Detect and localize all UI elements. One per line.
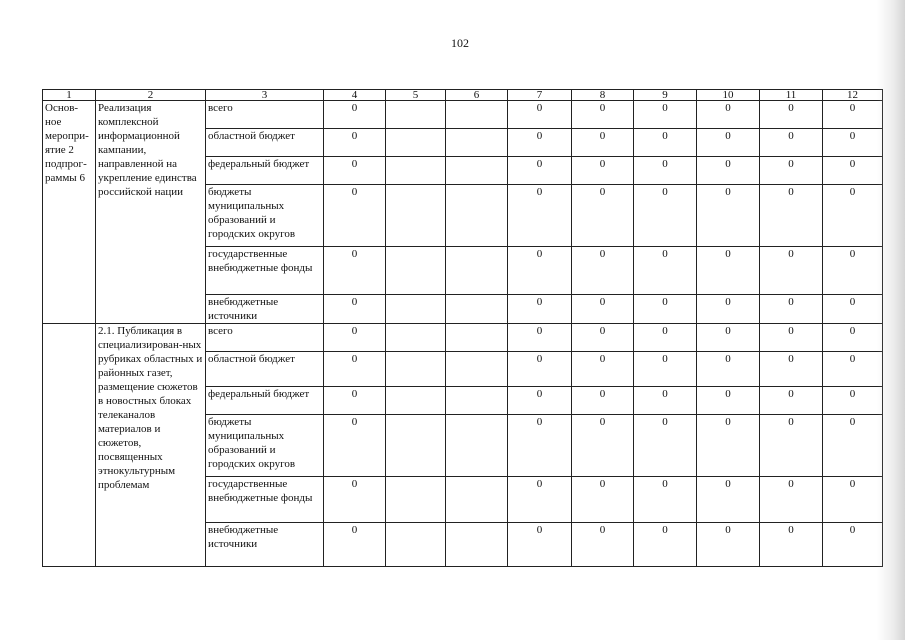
value-cell-c8: 0 [572, 523, 634, 567]
value-cell-c10: 0 [697, 387, 760, 415]
value-cell-c4: 0 [324, 157, 386, 185]
value-cell-c8: 0 [572, 295, 634, 324]
value-cell-c8: 0 [572, 324, 634, 352]
value-cell-c12: 0 [823, 387, 883, 415]
value-cell-c9: 0 [634, 387, 697, 415]
scan-edge-shadow [877, 0, 905, 640]
value-cell-c5 [386, 101, 446, 129]
value-cell-c12: 0 [823, 295, 883, 324]
value-cell-c7: 0 [508, 523, 572, 567]
funding-source-cell: бюджеты муниципальных образований и городских округов [206, 415, 324, 477]
value-cell-c6 [446, 415, 508, 477]
value-cell-c11: 0 [760, 247, 823, 295]
value-cell-c4: 0 [324, 129, 386, 157]
value-cell-c4: 0 [324, 477, 386, 523]
header-cell: 2 [96, 90, 206, 101]
value-cell-c11: 0 [760, 352, 823, 387]
value-cell-c10: 0 [697, 415, 760, 477]
table-body [43, 90, 883, 567]
value-cell-c12: 0 [823, 352, 883, 387]
value-cell-c9: 0 [634, 352, 697, 387]
value-cell-c5 [386, 477, 446, 523]
funding-source-cell: областной бюджет [206, 352, 324, 387]
value-cell-c10: 0 [697, 157, 760, 185]
value-cell-c7: 0 [508, 477, 572, 523]
value-cell-c10: 0 [697, 101, 760, 129]
value-cell-c6 [446, 523, 508, 567]
value-cell-c6 [446, 295, 508, 324]
funding-source-cell: всего [206, 324, 324, 352]
value-cell-c4: 0 [324, 185, 386, 247]
funding-source-cell: федеральный бюджет [206, 157, 324, 185]
funding-source-cell: внебюджетные источники [206, 523, 324, 567]
budget-table [42, 89, 883, 567]
value-cell-c11: 0 [760, 295, 823, 324]
header-cell: 11 [760, 90, 823, 101]
value-cell-c11: 0 [760, 387, 823, 415]
value-cell-c5 [386, 387, 446, 415]
value-cell-c9: 0 [634, 129, 697, 157]
value-cell-c10: 0 [697, 185, 760, 247]
header-row [43, 90, 883, 101]
value-cell-c5 [386, 295, 446, 324]
value-cell-c12: 0 [823, 129, 883, 157]
value-cell-c10: 0 [697, 352, 760, 387]
measure-name-cell: Реализация комплексной информационной кампании, направленной на укрепление единства российской нации [96, 101, 206, 324]
header-cell: 9 [634, 90, 697, 101]
value-cell-c12: 0 [823, 523, 883, 567]
value-cell-c10: 0 [697, 295, 760, 324]
value-cell-c11: 0 [760, 324, 823, 352]
value-cell-c6 [446, 352, 508, 387]
value-cell-c5 [386, 415, 446, 477]
program-code-cell: Основ-ное меропри-ятие 2 подпрог-раммы 6 [43, 101, 96, 324]
value-cell-c8: 0 [572, 101, 634, 129]
table-row [43, 101, 883, 129]
value-cell-c7: 0 [508, 352, 572, 387]
value-cell-c10: 0 [697, 129, 760, 157]
value-cell-c9: 0 [634, 477, 697, 523]
value-cell-c11: 0 [760, 157, 823, 185]
page-number: 102 [451, 36, 469, 50]
funding-source-cell: государственные внебюджетные фонды [206, 247, 324, 295]
funding-source-cell: федеральный бюджет [206, 387, 324, 415]
value-cell-c10: 0 [697, 324, 760, 352]
header-cell: 3 [206, 90, 324, 101]
header-cell: 10 [697, 90, 760, 101]
value-cell-c11: 0 [760, 477, 823, 523]
funding-source-cell: государственные внебюджетные фонды [206, 477, 324, 523]
header-cell: 8 [572, 90, 634, 101]
value-cell-c5 [386, 185, 446, 247]
value-cell-c12: 0 [823, 324, 883, 352]
value-cell-c8: 0 [572, 387, 634, 415]
value-cell-c6 [446, 185, 508, 247]
funding-source-cell: внебюджетные источники [206, 295, 324, 324]
value-cell-c9: 0 [634, 157, 697, 185]
header-cell: 6 [446, 90, 508, 101]
value-cell-c9: 0 [634, 101, 697, 129]
value-cell-c9: 0 [634, 247, 697, 295]
value-cell-c7: 0 [508, 101, 572, 129]
value-cell-c6 [446, 247, 508, 295]
header-cell: 12 [823, 90, 883, 101]
table-row [43, 324, 883, 352]
value-cell-c9: 0 [634, 295, 697, 324]
value-cell-c4: 0 [324, 415, 386, 477]
value-cell-c8: 0 [572, 157, 634, 185]
value-cell-c11: 0 [760, 101, 823, 129]
value-cell-c5 [386, 523, 446, 567]
value-cell-c11: 0 [760, 185, 823, 247]
value-cell-c5 [386, 352, 446, 387]
value-cell-c5 [386, 157, 446, 185]
value-cell-c12: 0 [823, 185, 883, 247]
value-cell-c11: 0 [760, 523, 823, 567]
program-code-cell [43, 324, 96, 567]
value-cell-c7: 0 [508, 415, 572, 477]
value-cell-c8: 0 [572, 129, 634, 157]
funding-source-cell: областной бюджет [206, 129, 324, 157]
value-cell-c7: 0 [508, 185, 572, 247]
funding-source-cell: бюджеты муниципальных образований и городских округов [206, 185, 324, 247]
value-cell-c7: 0 [508, 129, 572, 157]
value-cell-c4: 0 [324, 295, 386, 324]
value-cell-c8: 0 [572, 477, 634, 523]
value-cell-c4: 0 [324, 523, 386, 567]
value-cell-c11: 0 [760, 129, 823, 157]
value-cell-c5 [386, 324, 446, 352]
value-cell-c9: 0 [634, 185, 697, 247]
value-cell-c9: 0 [634, 415, 697, 477]
value-cell-c6 [446, 101, 508, 129]
value-cell-c11: 0 [760, 415, 823, 477]
value-cell-c5 [386, 129, 446, 157]
value-cell-c8: 0 [572, 185, 634, 247]
value-cell-c7: 0 [508, 295, 572, 324]
value-cell-c7: 0 [508, 247, 572, 295]
value-cell-c7: 0 [508, 387, 572, 415]
value-cell-c6 [446, 157, 508, 185]
value-cell-c6 [446, 387, 508, 415]
header-cell: 7 [508, 90, 572, 101]
header-cell: 5 [386, 90, 446, 101]
value-cell-c7: 0 [508, 157, 572, 185]
value-cell-c9: 0 [634, 523, 697, 567]
value-cell-c12: 0 [823, 247, 883, 295]
value-cell-c7: 0 [508, 324, 572, 352]
value-cell-c6 [446, 324, 508, 352]
value-cell-c12: 0 [823, 415, 883, 477]
funding-source-cell: всего [206, 101, 324, 129]
value-cell-c4: 0 [324, 352, 386, 387]
value-cell-c8: 0 [572, 352, 634, 387]
header-cell: 4 [324, 90, 386, 101]
measure-name-cell: 2.1. Публикация в специализирован-ных рубриках областных и районных газет, размещение сюжетов в новостных блоках телеканалов материалов и сюжетов, посвященных этнокультурным проблемам [96, 324, 206, 567]
value-cell-c12: 0 [823, 477, 883, 523]
value-cell-c12: 0 [823, 157, 883, 185]
value-cell-c8: 0 [572, 247, 634, 295]
value-cell-c5 [386, 247, 446, 295]
value-cell-c4: 0 [324, 324, 386, 352]
value-cell-c6 [446, 477, 508, 523]
header-cell: 1 [43, 90, 96, 101]
value-cell-c4: 0 [324, 101, 386, 129]
value-cell-c4: 0 [324, 247, 386, 295]
value-cell-c8: 0 [572, 415, 634, 477]
value-cell-c10: 0 [697, 247, 760, 295]
value-cell-c9: 0 [634, 324, 697, 352]
value-cell-c10: 0 [697, 477, 760, 523]
value-cell-c10: 0 [697, 523, 760, 567]
value-cell-c6 [446, 129, 508, 157]
value-cell-c4: 0 [324, 387, 386, 415]
value-cell-c12: 0 [823, 101, 883, 129]
